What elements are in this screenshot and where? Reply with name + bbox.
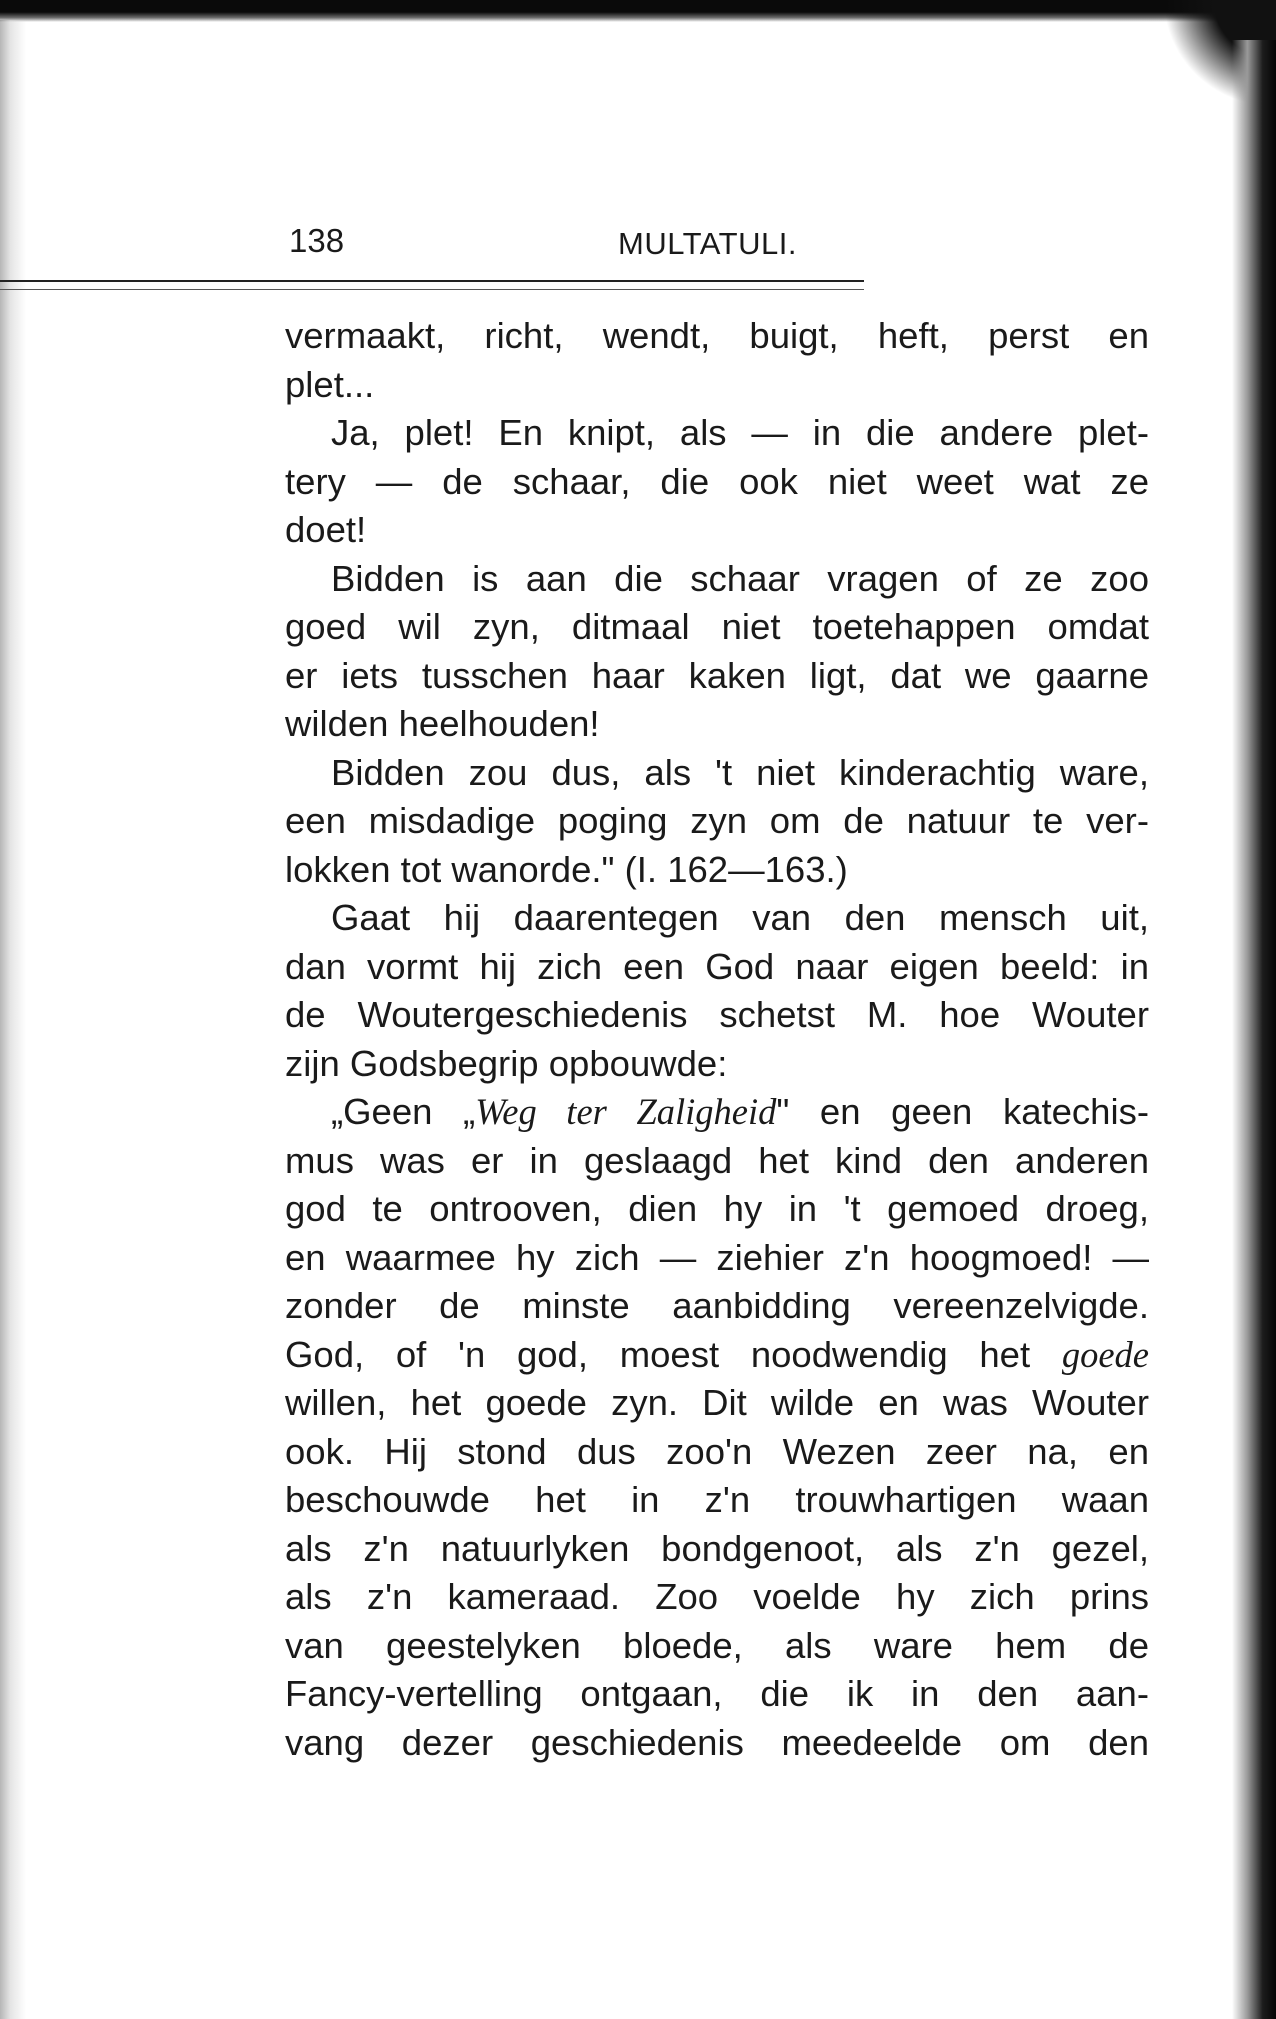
text-line: lokken tot wanorde." (I. 162—163.) xyxy=(285,848,848,890)
header-rule-thick xyxy=(0,280,864,282)
text-line: god te ontrooven, dien hy in 't gemoed droeg, xyxy=(285,1188,1149,1229)
text-line: dan vormt hij zich een God naar eigen beeld: in xyxy=(285,945,1149,987)
text-line: zijn Godsbegrip opbouwde: xyxy=(285,1042,728,1084)
text-line: vermaakt, richt, wendt, buigt, heft, perst en xyxy=(285,315,1149,356)
text-line: beschouwde het in z'n trouwhartigen waan xyxy=(285,1479,1149,1520)
text-line: de Woutergeschiedenis schetst M. hoe Wouter xyxy=(285,994,1149,1035)
text-line: Gaat hij daarentegen van den mensch uit, xyxy=(331,897,1149,938)
text-line: een misdadige poging zyn om de natuur te ver- xyxy=(285,800,1149,841)
text-line: Bidden is aan die schaar vragen of ze zoo xyxy=(331,557,1149,599)
text-line: zonder de minste aanbidding vereenzelvigde. xyxy=(285,1285,1149,1326)
running-head xyxy=(285,210,1149,266)
text-line: Fancy-vertelling ontgaan, die ik in den aan- xyxy=(285,1673,1149,1714)
text-line: als z'n natuurlyken bondgenoot, als z'n gezel, xyxy=(285,1527,1149,1569)
page-number: 138 xyxy=(289,222,345,259)
text-line: goed wil zyn, ditmaal niet toetehappen omdat xyxy=(285,606,1149,647)
text-line: willen, het goede zyn. Dit wilde en was Wouter xyxy=(285,1382,1149,1423)
scan-top-edge xyxy=(0,0,1276,22)
scan-right-edge xyxy=(1232,40,1276,2019)
text-line: en waarmee hy zich — ziehier z'n hoogmoed! — xyxy=(285,1236,1149,1278)
scan-left-edge xyxy=(0,20,26,2019)
page-header xyxy=(285,210,1149,266)
text-line: er iets tusschen haar kaken ligt, dat we gaarne xyxy=(285,654,1149,696)
text-line: Ja, plet! En knipt, als — in die andere plet- xyxy=(331,412,1149,453)
text-line: mus was er in geslaagd het kind den anderen xyxy=(285,1139,1149,1181)
text-line: doet! xyxy=(285,509,367,550)
text-line: van geestelyken bloede, als ware hem de xyxy=(285,1624,1149,1666)
header-rule-thin xyxy=(0,289,864,290)
body-text xyxy=(285,312,1149,1767)
text-line: God, of 'n god, moest noodwendig het goede xyxy=(285,1333,1149,1375)
text-line: ook. Hij stond dus zoo'n Wezen zeer na, en xyxy=(285,1430,1149,1472)
running-title: MULTATULI. xyxy=(618,226,797,261)
text-line: vang dezer geschiedenis meedeelde om den xyxy=(285,1721,1149,1763)
text-line: tery — de schaar, die ook niet weet wat ze xyxy=(285,460,1149,502)
text-line: Bidden zou dus, als 't niet kinderachtig ware, xyxy=(331,751,1149,793)
text-line: wilden heelhouden! xyxy=(285,703,600,744)
text-line: als z'n kameraad. Zoo voelde hy zich prins xyxy=(285,1576,1149,1617)
text-line: „Geen „Weg ter Zaligheid" en geen katechis- xyxy=(331,1091,1149,1132)
text-line: plet... xyxy=(285,363,375,405)
